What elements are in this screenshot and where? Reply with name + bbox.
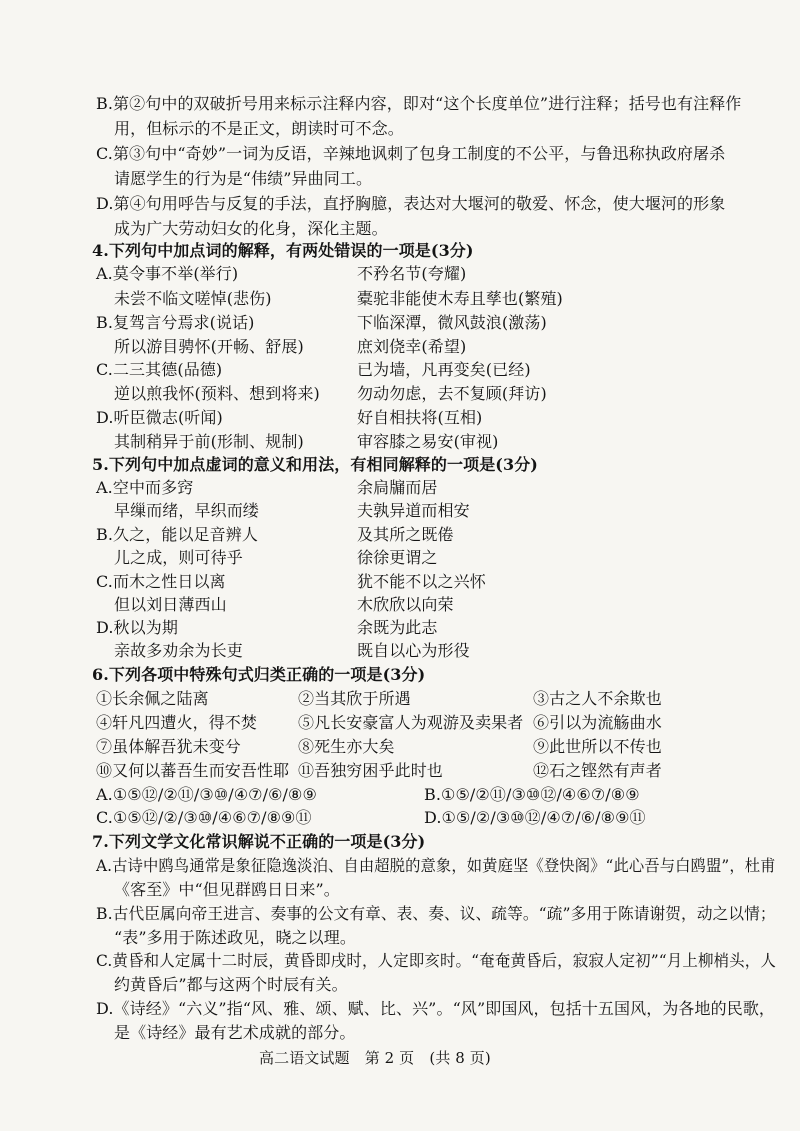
q6-sentence: ⑤凡长安豪富人为观游及卖果者 bbox=[298, 713, 524, 732]
q4-row-right: 勿动勿虑，去不复顾(拜访) bbox=[357, 384, 547, 403]
q6-sentence: ⑦虽体解吾犹未变兮 bbox=[96, 737, 241, 756]
q5-row-right: 犹不能不以之兴怀 bbox=[357, 572, 486, 591]
q6-sentence: ③古之人不余欺也 bbox=[533, 689, 662, 708]
q4-row-left: A.莫令事不举(举行) bbox=[96, 264, 239, 283]
q4-row-right: 橐驼非能使木寿且孳也(繁殖) bbox=[357, 289, 563, 308]
q7-option-a-line1: A.古诗中鸥鸟通常是象征隐逸淡泊、自由超脱的意象，如黄庭坚《登快阁》“此心吾与白鸥盟”，杜甫 bbox=[96, 856, 776, 875]
q6-sentence: ④轩凡四遭火，得不焚 bbox=[96, 713, 258, 732]
q5-stem: 5.下列句中加点虚词的意义和用法，有相同解释的一项是(3分) bbox=[92, 455, 538, 474]
q5-row-right: 徐徐更谓之 bbox=[357, 548, 438, 567]
q4-row-right: 不矜名节(夸耀) bbox=[357, 264, 467, 283]
q7-stem: 7.下列文学文化常识解说不正确的一项是(3分) bbox=[92, 832, 426, 851]
q4-row-left: 未尝不临文嗟悼(悲伤) bbox=[114, 289, 272, 308]
q5-row-left: 但以刘日薄西山 bbox=[114, 595, 227, 614]
q5-row-right: 木欣欣以向荣 bbox=[357, 595, 454, 614]
q5-row-right: 余既为此志 bbox=[357, 618, 438, 637]
q4-row-left: 所以游目骋怀(开畅、舒展) bbox=[114, 337, 304, 356]
q6-option-c: C.①⑤⑫/②/③⑩/④⑥⑦/⑧⑨⑪ bbox=[96, 808, 312, 827]
q6-sentence: ②当其欣于所遇 bbox=[298, 689, 411, 708]
q3-option-d-line1: D.第④句用呼告与反复的手法，直抒胸臆，表达对大堰河的敬爱、怀念，使大堰河的形象 bbox=[96, 194, 726, 213]
q7-option-c-line1: C.黄昏和人定属十二时辰，黄昏即戌时，人定即亥时。“奄奄黄昏后，寂寂人定初”“月上柳梢头，人 bbox=[96, 951, 776, 970]
page-footer: 高二语文试题 第 2 页 (共 8 页) bbox=[259, 1049, 491, 1067]
q4-row-left: C.二三其德(品德) bbox=[96, 360, 223, 379]
q6-sentence: ⑥引以为流觞曲水 bbox=[533, 713, 662, 732]
q6-sentence: ⑪吾独穷困乎此时也 bbox=[298, 761, 443, 780]
q4-row-left: 其制稍异于前(形制、规制) bbox=[114, 432, 304, 451]
q7-option-d-line2: 是《诗经》最有艺术成就的部分。 bbox=[114, 1023, 356, 1042]
q5-row-right: 余扃牖而居 bbox=[357, 478, 438, 497]
q4-stem: 4.下列句中加点词的解释，有两处错误的一项是(3分) bbox=[92, 241, 474, 260]
q3-option-b-line1: B.第②句中的双破折号用来标示注释内容，即对“这个长度单位”进行注释；括号也有注释作 bbox=[96, 94, 742, 113]
q6-stem: 6.下列各项中特殊句式归类正确的一项是(3分) bbox=[92, 665, 426, 684]
q3-option-b-line2: 用，但标示的不是正文，朗读时可不念。 bbox=[114, 119, 404, 138]
q6-sentence: ⑫石之铿然有声者 bbox=[533, 761, 662, 780]
q6-option-a: A.①⑤⑫/②⑪/③⑩/④⑦/⑥/⑧⑨ bbox=[96, 785, 317, 804]
q4-row-left: D.听臣微志(听闻) bbox=[96, 408, 223, 427]
q5-row-left: A.空中而多窍 bbox=[96, 478, 194, 497]
q4-row-left: B.复驾言兮焉求(说话) bbox=[96, 313, 255, 332]
q4-row-left: 逆以煎我怀(预料、想到将来) bbox=[114, 384, 320, 403]
q5-row-right: 既自以心为形役 bbox=[357, 641, 470, 660]
q7-option-b-line2: “表”多用于陈述政见，晓之以理。 bbox=[114, 928, 356, 947]
q6-sentence: ⑧死生亦大矣 bbox=[298, 737, 395, 756]
q6-option-b: B.①⑤/②⑪/③⑩⑫/④⑥⑦/⑧⑨ bbox=[424, 785, 640, 804]
q6-option-d: D.①⑤/②/③⑩⑫/④⑦/⑥/⑧⑨⑪ bbox=[424, 808, 646, 827]
q5-row-left: B.久之，能以足音辨人 bbox=[96, 525, 258, 544]
q5-row-left: 儿之成，则可待乎 bbox=[114, 548, 243, 567]
q3-option-c-line1: C.第③句中“奇妙”一词为反语，辛辣地讽刺了包身工制度的不公平，与鲁迅称执政府屠杀 bbox=[96, 144, 726, 163]
q3-option-c-line2: 请愿学生的行为是“伟绩”异曲同工。 bbox=[114, 169, 373, 188]
q3-option-d-line2: 成为广大劳动妇女的化身，深化主题。 bbox=[114, 219, 388, 238]
q7-option-c-line2: 约黄昏后”都与这两个时辰有关。 bbox=[114, 975, 348, 994]
q5-row-left: D.秋以为期 bbox=[96, 618, 178, 637]
q6-sentence: ⑩又何以蕃吾生而安吾性耶 bbox=[96, 761, 290, 780]
q5-row-left: 亲故多劝余为长吏 bbox=[114, 641, 243, 660]
q5-row-right: 夫孰异道而相安 bbox=[357, 501, 470, 520]
q7-option-b-line1: B.古代臣属向帝王进言、奏事的公文有章、表、奏、议、疏等。“疏”多用于陈请谢贺，动之以情； bbox=[96, 904, 776, 923]
q4-row-right: 庶刘侥幸(希望) bbox=[357, 337, 467, 356]
q5-row-right: 及其所之既倦 bbox=[357, 525, 454, 544]
q5-row-left: C.而木之性日以离 bbox=[96, 572, 226, 591]
q7-option-a-line2: 《客至》中“但见群鸥日日来”。 bbox=[114, 880, 340, 899]
q4-row-right: 已为墙，凡再变矣(已经) bbox=[357, 360, 531, 379]
q5-row-left: 早缫而绪，早织而缕 bbox=[114, 501, 259, 520]
q4-row-right: 审容膝之易安(审视) bbox=[357, 432, 499, 451]
q6-sentence: ①长余佩之陆离 bbox=[96, 689, 209, 708]
q4-row-right: 好自相扶将(互相) bbox=[357, 408, 483, 427]
q7-option-d-line1: D.《诗经》“六义”指“风、雅、颂、赋、比、兴”。“风”即国风，包括十五国风，为各地的民歌， bbox=[96, 999, 776, 1018]
q6-sentence: ⑨此世所以不传也 bbox=[533, 737, 662, 756]
q4-row-right: 下临深潭，微风鼓浪(激荡) bbox=[357, 313, 547, 332]
